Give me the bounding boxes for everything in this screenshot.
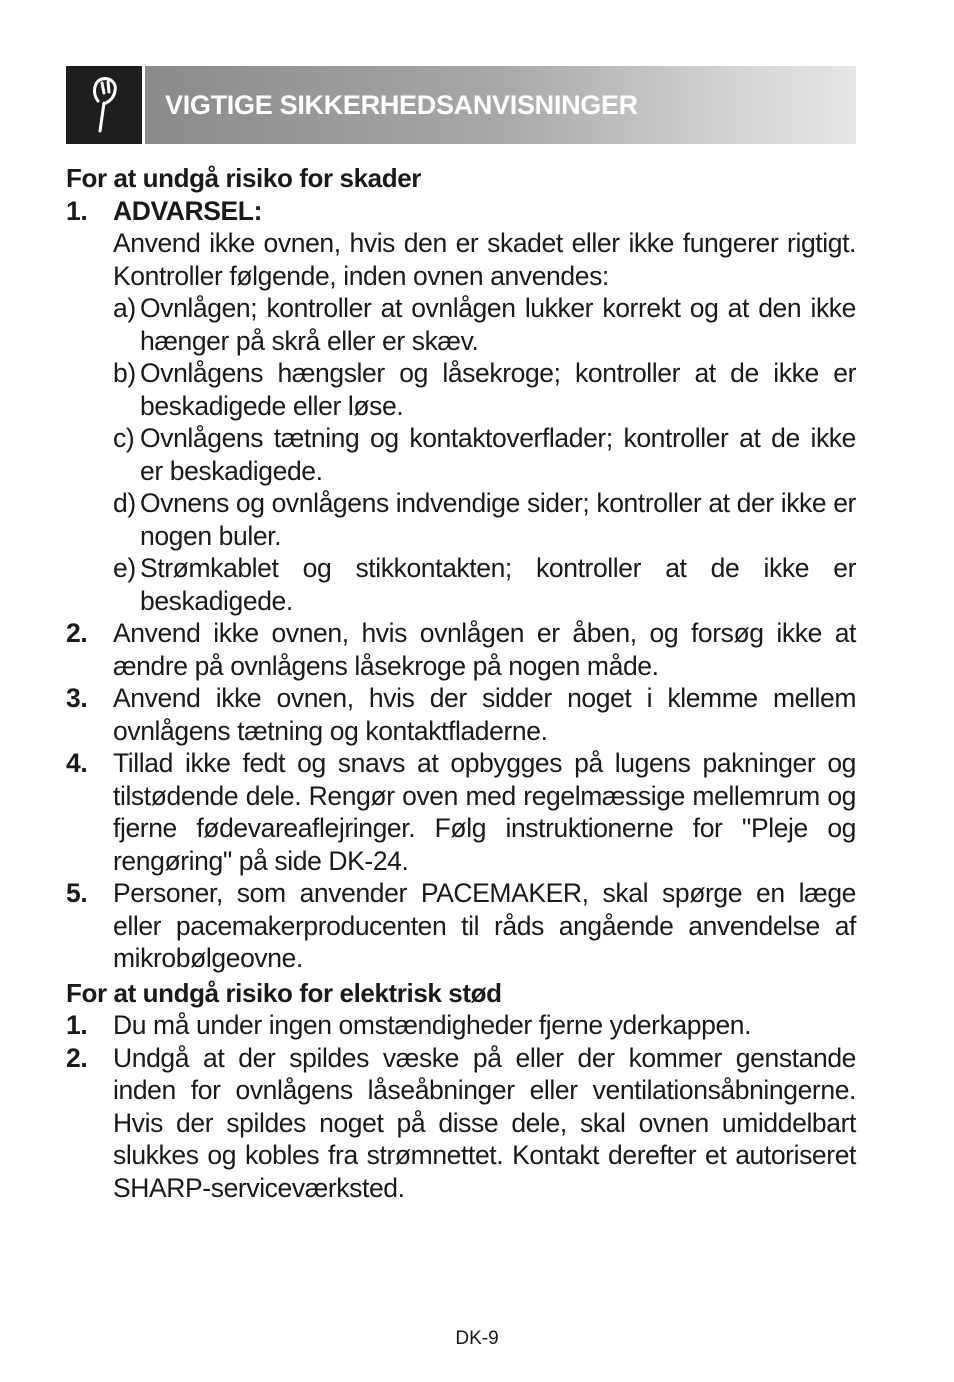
sub-item-letter: c) [113,423,135,453]
sub-item [113,422,856,487]
item-number: 1. [66,195,88,226]
banner-bar [145,66,856,144]
section-banner [66,66,856,144]
sub-item [113,357,856,422]
item-number: 4. [66,748,88,778]
item-text: Anvend ikke ovnen, hvis ovnlågen er åben, og forsøg ikke at ændre på ovnlågens låsekroge på nogen måde. [113,618,856,681]
sub-item-letter: e) [113,553,136,583]
sub-item-text: Strømkablet og stikkontakten; kontroller at de ikke er beskadigede. [140,553,856,616]
sub-item-text: Ovnens og ovnlågens indvendige sider; kontroller at der ikke er nogen buler. [140,488,856,551]
sub-item-letter: a) [113,293,136,323]
list-item [66,1042,856,1205]
sub-item [113,552,856,617]
sub-item [113,487,856,552]
item-text: Tillad ikke fedt og snavs at opbygges på lugens pakninger og tilstødende dele. Rengør oven med regelmæssige mellemrum og fjerne fødevareaflejringer. Følg instruktionerne for "Pleje og rengøring" på side DK-24. [113,748,856,876]
list-item [66,1009,856,1042]
warning-hand-icon [66,66,145,144]
section-heading-electric: For at undgå risiko for elektrisk stød [66,977,502,1008]
sub-item-text: Ovnlågens hængsler og låsekroge; kontroller at de ikke er beskadigede eller løse. [140,358,856,421]
section-heading-injury: For at undgå risiko for skader [66,163,421,193]
document-body [66,160,856,1204]
item-text: Anvend ikke ovnen, hvis den er skadet eller ikke fungerer rigtigt. Kontroller følgende, inden ovnen anvendes: [113,228,856,291]
page-title: VIGTIGE SIKKERHEDSANVISNINGER [165,89,638,120]
sub-item [113,292,856,357]
list-item [66,617,856,682]
item-number: 3. [66,683,88,713]
item-text: Du må under ingen omstændigheder fjerne yderkappen. [113,1010,752,1040]
item-number: 2. [66,618,88,648]
item-number: 5. [66,878,88,908]
warning-label: ADVARSEL: [113,195,263,226]
list-item [66,682,856,747]
item-text: Personer, som anvender PACEMAKER, skal spørge en læge eller pacemakerproducenten til råds angående anvendelse af mikrobølgeovne. [113,878,856,973]
item-number: 1. [66,1010,88,1040]
page-number: DK-9 [455,1328,499,1349]
item-text: Anvend ikke ovnen, hvis der sidder noget i klemme mellem ovnlågens tætning og kontaktfladerne. [113,683,856,746]
sub-item-letter: b) [113,358,136,388]
sub-item-text: Ovnlågens tætning og kontaktoverflader; kontroller at de ikke er beskadigede. [140,423,856,486]
sub-item-text: Ovnlågen; kontroller at ovnlågen lukker korrekt og at den ikke hænger på skrå eller er skæv. [140,293,856,356]
sub-item-letter: d) [113,488,136,518]
item-text: Undgå at der spildes væske på eller der kommer genstande inden for ovnlågens låseåbninger eller ventilationsåbningerne. Hvis der spildes noget på disse dele, skal ovnen umiddelbart slukkes og kobles fra strømnettet. Kontakt derefter et autoriseret SHARP-serviceværksted. [113,1042,856,1203]
list-item [66,195,856,618]
list-item [66,877,856,975]
item-number: 2. [66,1042,88,1073]
list-item [66,747,856,877]
